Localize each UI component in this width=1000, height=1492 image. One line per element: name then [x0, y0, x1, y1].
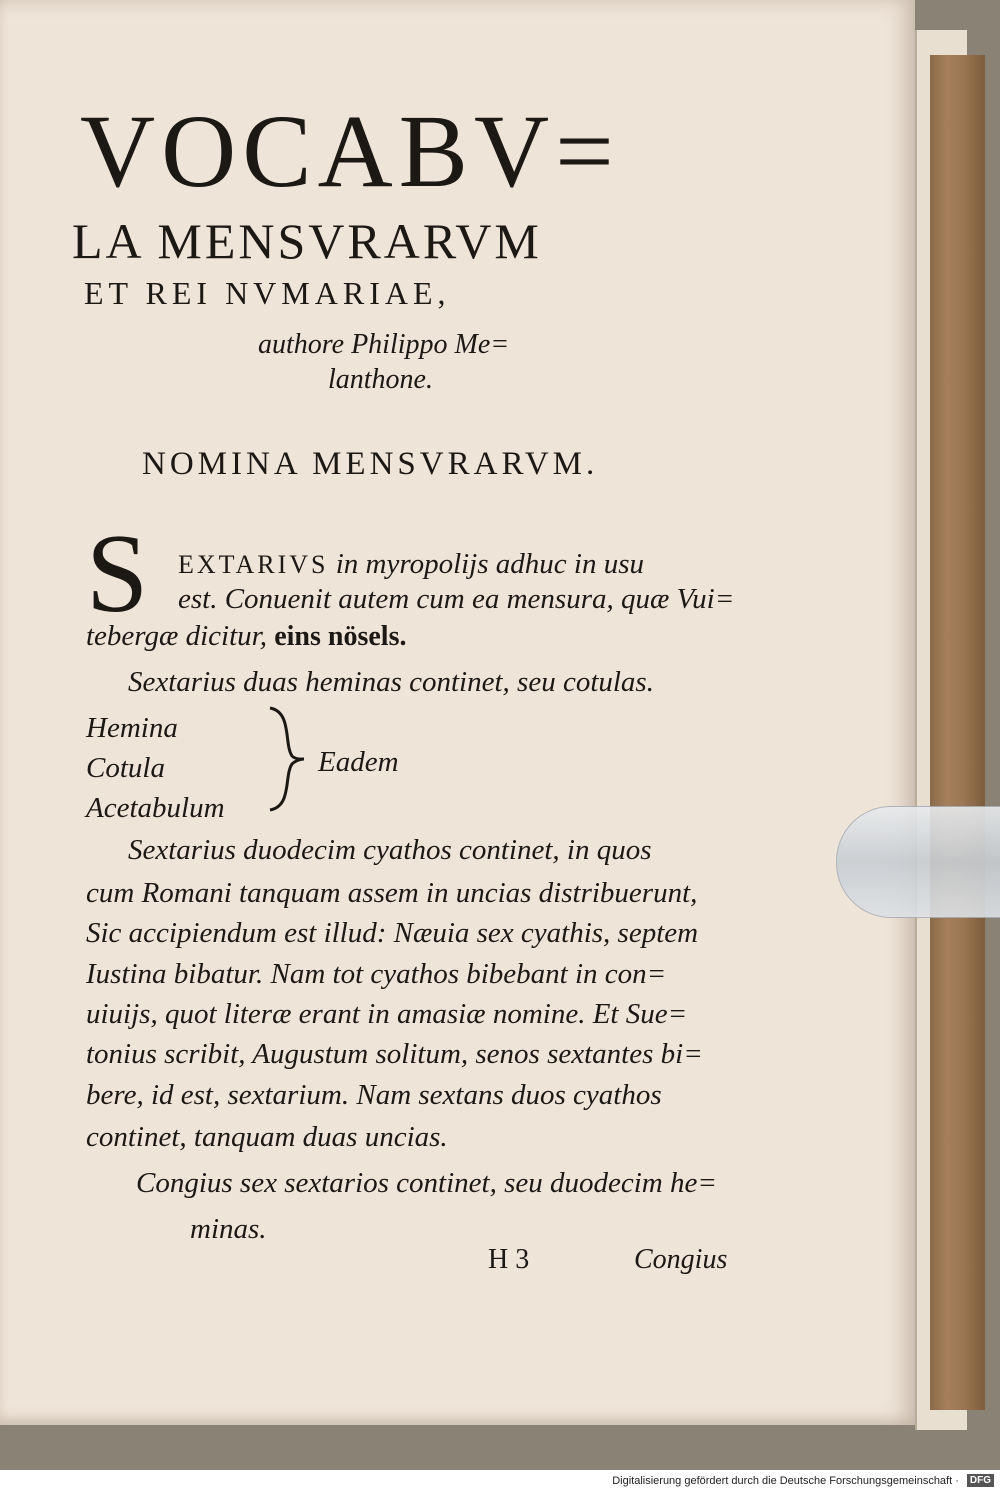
- body-line: Congius sex sextarios continet, seu duodecim he=: [136, 1167, 717, 1199]
- equivalent-label: Eadem: [318, 746, 399, 778]
- equivalent-item: Acetabulum: [86, 792, 225, 824]
- author-line-1: authore Philippo Me=: [258, 329, 510, 360]
- equivalent-item: Hemina: [86, 712, 178, 744]
- dfg-logo: DFG: [967, 1474, 994, 1487]
- sextarius-line: Sextarius duas heminas continet, seu cotulas.: [128, 666, 654, 698]
- drop-cap: S: [86, 512, 149, 636]
- title-line-3: ET REI NVMARIAE,: [84, 275, 451, 311]
- paragraph-line-1-rest: in myropolijs adhuc in usu: [328, 548, 644, 580]
- small-caps-word: EXTARIVS: [178, 550, 329, 579]
- title-line-1: VOCABV=: [80, 94, 620, 209]
- body-line: Sic accipiendum est illud: Næuia sex cyathis, septem: [86, 917, 699, 949]
- body-line: continet, tanquam duas uncias.: [86, 1121, 448, 1153]
- paragraph-line-3-text: tebergæ dicitur,: [86, 620, 275, 652]
- page-clip: [836, 806, 1000, 918]
- body-line: Iustina bibatur. Nam tot cyathos bibebant in con=: [86, 958, 667, 990]
- book-binding: [930, 55, 985, 1410]
- title-line-2: LA MENSVRARVM: [72, 213, 542, 269]
- signature-mark: H 3: [488, 1244, 530, 1275]
- footer: [0, 1470, 1000, 1492]
- body-line: tonius scribit, Augustum solitum, senos sextantes bi=: [86, 1038, 703, 1070]
- catchword: Congius: [634, 1244, 728, 1275]
- paragraph-line-2: est. Conuenit autem cum ea mensura, quæ Vui=: [178, 583, 735, 615]
- brace-icon: [262, 704, 306, 814]
- equivalent-item: Cotula: [86, 752, 165, 784]
- author-line-2: lanthone.: [328, 364, 433, 395]
- body-line: Sextarius duodecim cyathos continet, in quos: [128, 834, 652, 866]
- footer-text: Digitalisierung gefördert durch die Deutsche Forschungsgemeinschaft ·: [612, 1475, 959, 1487]
- body-line: minas.: [190, 1213, 267, 1245]
- section-heading: NOMINA MENSVRARVM.: [142, 446, 599, 482]
- body-line: cum Romani tanquam assem in uncias distribuerunt,: [86, 877, 698, 909]
- paragraph-line-3: [86, 620, 406, 653]
- paragraph-line-1: [178, 548, 644, 581]
- body-line: bere, id est, sextarium. Nam sextans duos cyathos: [86, 1079, 662, 1111]
- body-line: uiuijs, quot literæ erant in amasiæ nomine. Et Sue=: [86, 998, 688, 1030]
- blackletter-word: eins nösels.: [274, 621, 407, 652]
